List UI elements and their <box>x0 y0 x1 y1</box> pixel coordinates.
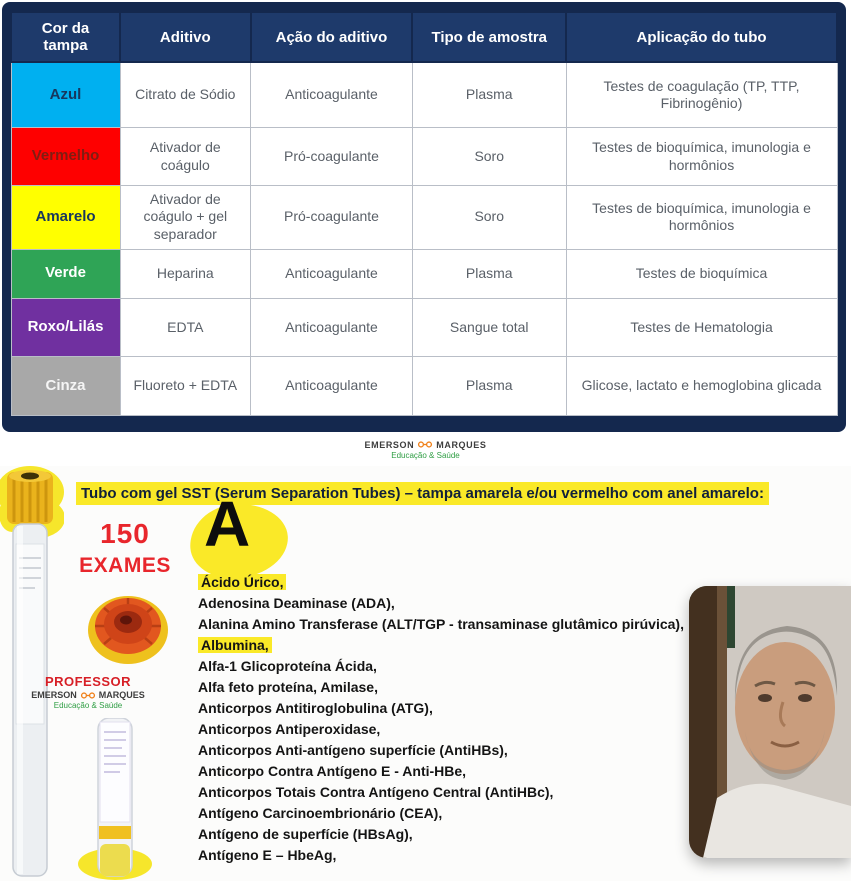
label-tube-image <box>78 718 152 881</box>
exam-count: 150 <box>100 518 150 549</box>
exam-item <box>198 677 758 698</box>
exam-item <box>198 593 758 614</box>
exam-item-text: Anticorpos Antitiroglobulina (ATG), <box>198 700 433 716</box>
column-header: Cor da tampa <box>11 12 120 62</box>
table-cell: Sangue total <box>412 298 566 357</box>
exam-item <box>198 572 758 593</box>
brand-right: MARQUES <box>436 439 487 450</box>
column-header: Aditivo <box>120 12 251 62</box>
exam-item-text: Antígeno de superfície (HBsAg), <box>198 826 413 842</box>
professor-tagline: Educação & Saúde <box>53 701 123 710</box>
table-cell: Testes de coagulação (TP, TTP, Fibrinogênio) <box>566 62 837 128</box>
exam-item-text: Alanina Amino Transferase (ALT/TGP - transaminase glutâmico pirúvica), <box>198 616 684 632</box>
content-slide <box>0 466 851 881</box>
cap-color-cell: Roxo/Lilás <box>11 298 120 357</box>
professor-brand-left: EMERSON <box>31 690 77 700</box>
table-row <box>11 357 837 416</box>
professor-brand-right: MARQUES <box>98 690 145 700</box>
table-cell: Soro <box>412 185 566 249</box>
table-cell: Soro <box>412 128 566 186</box>
exam-item <box>198 761 758 782</box>
exam-item-text: Albumina, <box>198 637 272 653</box>
table-row <box>11 62 837 128</box>
column-header: Tipo de amostra <box>412 12 566 62</box>
section-letter: A <box>204 488 251 560</box>
exam-count-badge <box>66 518 184 578</box>
brand-left: EMERSON <box>364 439 415 450</box>
exam-item-text: Alfa-1 Glicoproteína Ácida, <box>198 658 377 674</box>
table-cell: Testes de bioquímica, imunologia e hormônios <box>566 185 837 249</box>
slide-title: Tubo com gel SST (Serum Separation Tubes) – tampa amarela e/ou vermelho com anel amarelo: <box>76 482 769 505</box>
table-row <box>11 298 837 357</box>
column-header: Ação do aditivo <box>251 12 413 62</box>
professor-photo <box>689 586 851 858</box>
table-cell: Citrato de Sódio <box>120 62 251 128</box>
table-cell: Anticoagulante <box>251 357 413 416</box>
table-row <box>11 185 837 249</box>
table-cell: Fluoreto + EDTA <box>120 357 251 416</box>
table-row <box>11 128 837 186</box>
table-cell: Ativador de coágulo <box>120 128 251 186</box>
table-cell: Pró-coagulante <box>251 128 413 186</box>
cap-color-cell: Azul <box>11 62 120 128</box>
brand-logo <box>365 440 487 450</box>
exam-item <box>198 719 758 740</box>
exam-item <box>198 824 758 845</box>
exam-item <box>198 803 758 824</box>
cap-color-cell: Verde <box>11 249 120 298</box>
exam-list <box>198 572 758 866</box>
professor-label: PROFESSOR <box>44 674 132 689</box>
exam-count-label: EXAMES <box>79 554 171 577</box>
professor-logo-block <box>4 674 172 710</box>
table-cell: Plasma <box>412 62 566 128</box>
exam-item-text: Ácido Úrico, <box>198 574 286 590</box>
exam-item <box>198 635 758 656</box>
tube-table <box>10 11 838 416</box>
table-cell: Anticoagulante <box>251 298 413 357</box>
exam-item-text: Anticorpo Contra Antígeno E - Anti-HBe, <box>198 763 467 779</box>
tube-table-panel <box>2 2 846 432</box>
exam-item-text: Adenosina Deaminase (ADA), <box>198 595 395 611</box>
exam-item <box>198 845 758 866</box>
exam-item <box>198 782 758 803</box>
exam-item-text: Alfa feto proteína, Amilase, <box>198 679 378 695</box>
table-cell: Glicose, lactato e hemoglobina glicada <box>566 357 837 416</box>
cap-color-cell: Vermelho <box>11 128 120 186</box>
table-cell: Anticoagulante <box>251 62 413 128</box>
exam-item-text: Anticorpos Anti-antígeno superfície (AntiHBs), <box>198 742 508 758</box>
goggles-icon <box>80 692 96 699</box>
table-cell: EDTA <box>120 298 251 357</box>
exam-item <box>198 656 758 677</box>
table-cell: Plasma <box>412 357 566 416</box>
brand-tagline: Educação & Saúde <box>391 450 460 460</box>
exam-item-text: Antígeno E – HbeAg, <box>198 847 337 863</box>
column-header: Aplicação do tubo <box>566 12 837 62</box>
professor-brand <box>4 690 172 700</box>
table-cell: Testes de bioquímica, imunologia e hormônios <box>566 128 837 186</box>
table-cell: Heparina <box>120 249 251 298</box>
exam-item-text: Antígeno Carcinoembrionário (CEA), <box>198 805 443 821</box>
red-yellow-cap-tube-image <box>86 582 170 670</box>
exam-item-text: Anticorpos Antiperoxidase, <box>198 721 381 737</box>
exam-item <box>198 698 758 719</box>
table-header-row <box>11 12 837 62</box>
table-cell: Pró-coagulante <box>251 185 413 249</box>
table-cell: Ativador de coágulo + gel separador <box>120 185 251 249</box>
table-cell: Anticoagulante <box>251 249 413 298</box>
table-cell: Testes de bioquímica <box>566 249 837 298</box>
exam-item <box>198 614 758 635</box>
table-row <box>11 249 837 298</box>
table-cell: Plasma <box>412 249 566 298</box>
brand-band <box>0 433 851 466</box>
table-cell: Testes de Hematologia <box>566 298 837 357</box>
cap-color-cell: Cinza <box>11 357 120 416</box>
slide-title-wrap <box>76 484 848 504</box>
exam-item-text: Anticorpos Totais Contra Antígeno Central (AntiHBc), <box>198 784 554 800</box>
goggles-icon <box>417 441 433 448</box>
exam-item <box>198 740 758 761</box>
cap-color-cell: Amarelo <box>11 185 120 249</box>
